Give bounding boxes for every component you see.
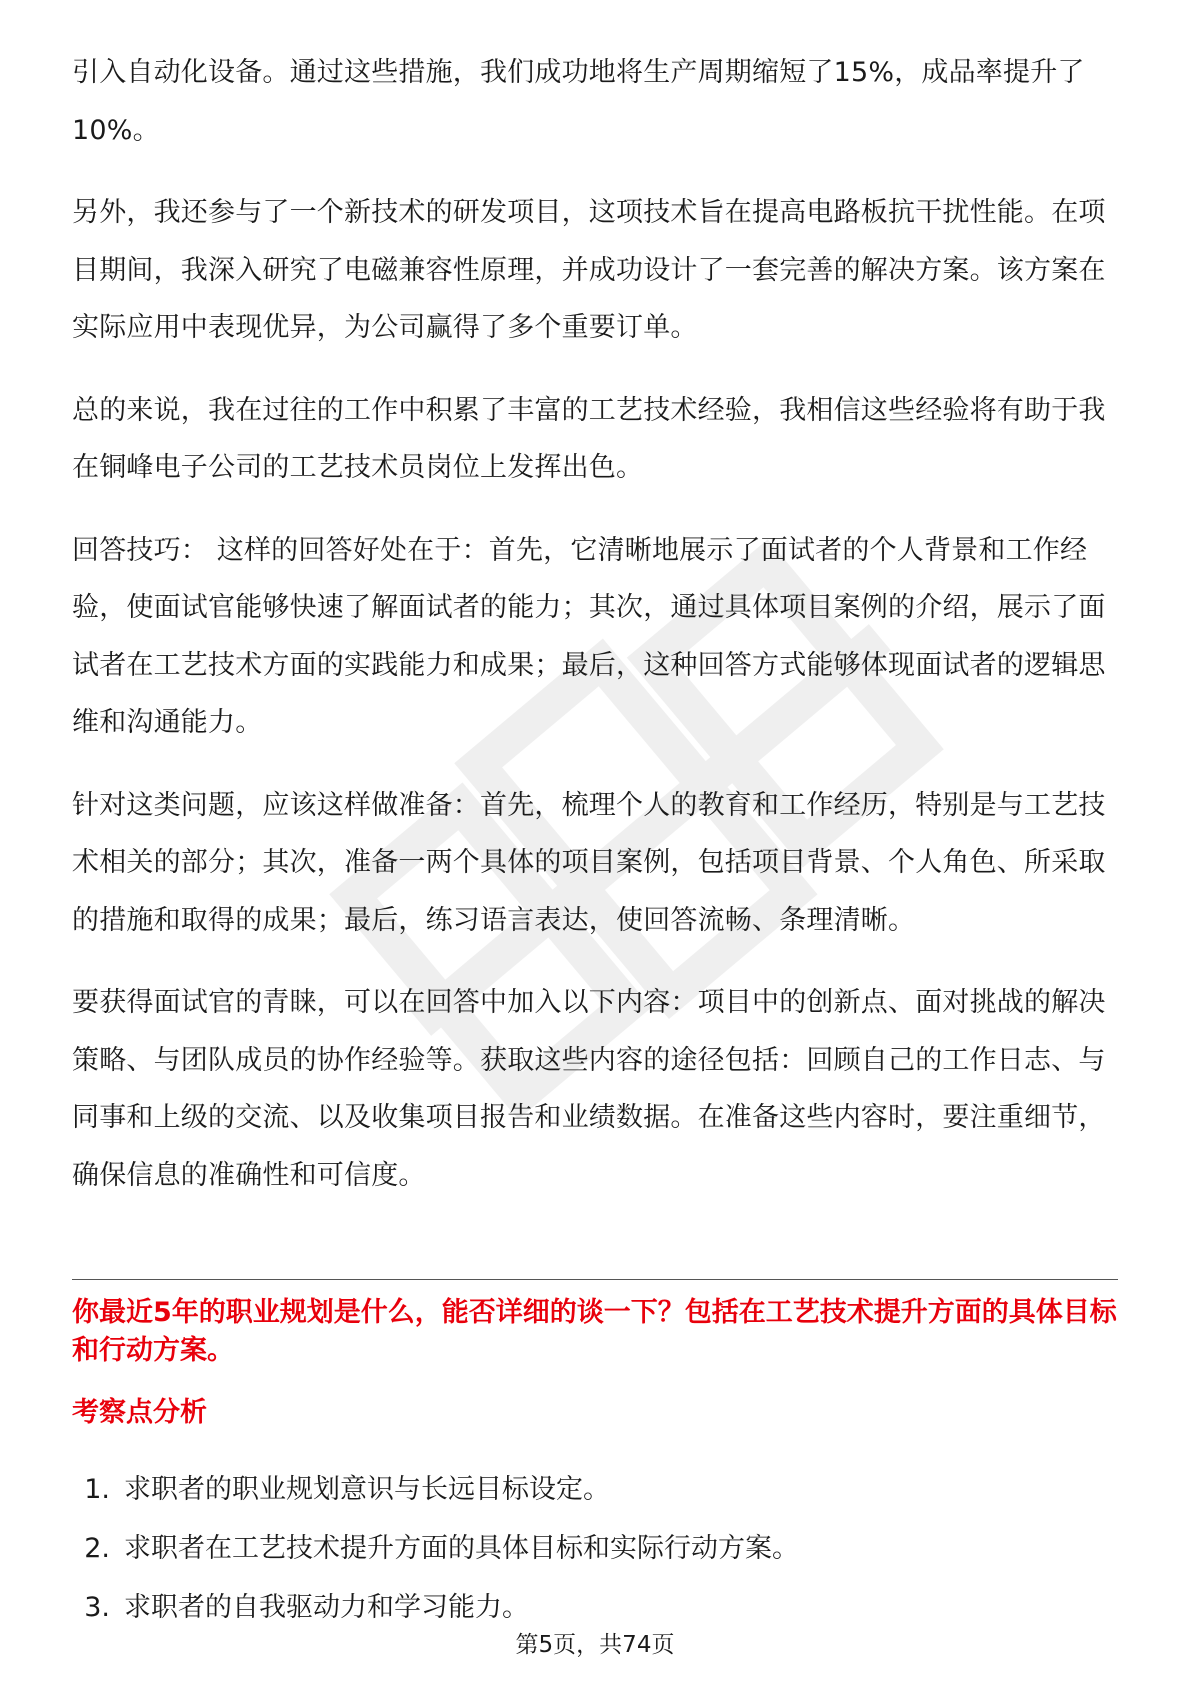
paragraph-research-project: 另外，我还参与了一个新技术的研发项目，这项技术旨在提高电路板抗干扰性能。在项目期间，我深入研究了电磁兼容性原理，并成功设计了一套完善的解决方案。该方案在实际应用中表现优异，为公司赢得了多个重要订单。 (72, 197, 1106, 343)
paragraph-summary: 总的来说，我在过往的工作中积累了丰富的工艺技术经验，我相信这些经验将有助于我在铜峰电子公司的工艺技术员岗位上发挥出色。 (72, 394, 1106, 483)
paragraph-impress-interviewer: 要获得面试官的青睐，可以在回答中加入以下内容：项目中的创新点、面对挑战的解决策略、与团队成员的协作经验等。获取这些内容的途径包括：回顾自己的工作日志、与同事和上级的交流、以及收集项目报告和业绩数据。在准备这些内容时，要注重细节，确保信息的准确性和可信度。 (72, 987, 1106, 1191)
document-body (72, 44, 1118, 1229)
list-item (72, 1460, 1118, 1519)
page-footer: 第5页，共74页 (515, 1632, 675, 1658)
paragraph-intro-automation: 引入自动化设备。通过这些措施，我们成功地将生产周期缩短了15%，成品率提升了10%。 (72, 57, 1085, 146)
list-item (72, 1519, 1118, 1578)
paragraph-preparation: 针对这类问题，应该这样做准备：首先，梳理个人的教育和工作经历，特别是与工艺技术相关的部分；其次，准备一两个具体的项目案例，包括项目背景、个人角色、所采取的措施和取得的成果；最后，练习语言表达，使回答流畅、条理清晰。 (72, 789, 1106, 936)
section-divider (72, 1279, 1118, 1280)
list-item-number: 3. (84, 1592, 110, 1623)
question-heading: 你最近5年的职业规划是什么，能否详细的谈一下？包括在工艺技术提升方面的具体目标和行动方案。 (72, 1297, 1117, 1366)
list-item-text: 求职者的自我驱动力和学习能力。 (124, 1592, 529, 1623)
analysis-points-list (72, 1460, 1118, 1637)
list-item-text: 求职者的职业规划意识与长远目标设定。 (124, 1474, 610, 1505)
list-item-number: 2. (84, 1533, 110, 1564)
section-title-analysis: 考察点分析 (72, 1397, 207, 1428)
paragraph-answer-tips: 回答技巧： 这样的回答好处在于：首先，它清晰地展示了面试者的个人背景和工作经验，使面试官能够快速了解面试者的能力；其次，通过具体项目案例的介绍，展示了面试者在工艺技术方面的实践能力和成果；最后，这种回答方式能够体现面试者的逻辑思维和沟通能力。 (72, 534, 1106, 738)
list-item-number: 1. (84, 1474, 110, 1505)
list-item-text: 求职者在工艺技术提升方面的具体目标和实际行动方案。 (124, 1533, 799, 1564)
